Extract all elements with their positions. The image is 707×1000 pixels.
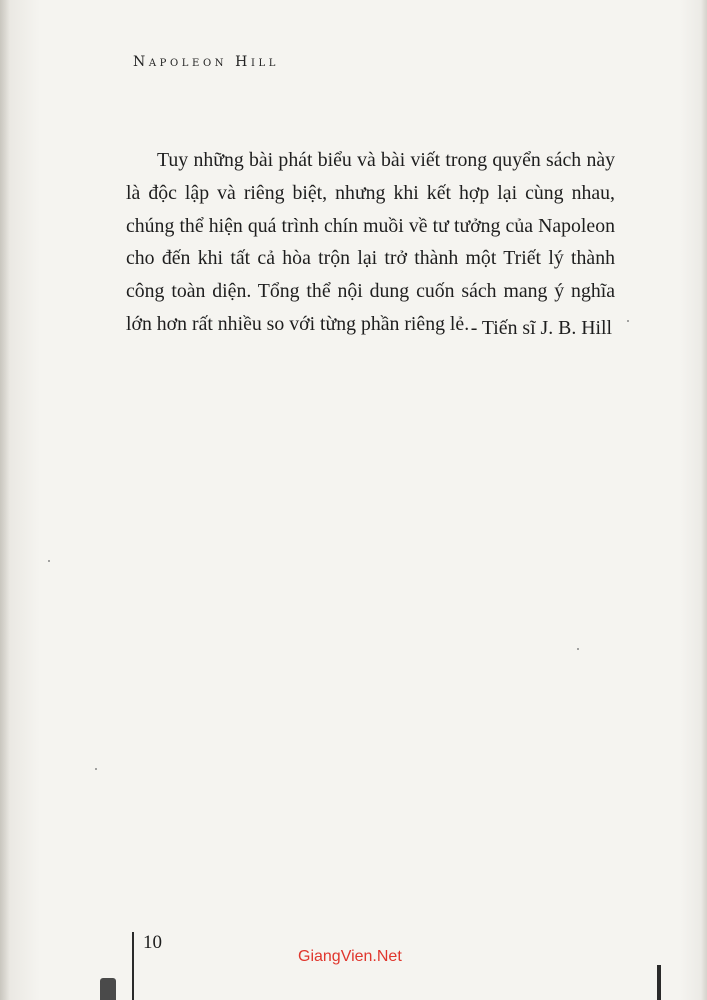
running-head: Napoleon Hill [133,54,279,70]
scan-artifact [100,978,116,1000]
scan-speck [95,768,97,770]
scan-artifact-right [657,965,661,1000]
scan-speck [48,560,50,562]
folio-rule [132,932,134,1000]
attribution: - Tiến sĩ J. B. Hill [470,317,612,339]
scan-speck [627,320,629,322]
watermark-link[interactable]: GiangVien.Net [298,948,402,965]
page-edge-shadow [701,0,707,1000]
scan-speck [577,648,579,650]
body-paragraph: Tuy những bài phát biểu và bài viết trong quyển sách này là độc lập và riêng biệt, nhưng khi kết hợp lại cùng nhau, chúng thể hiện quá trình chín muồi về tư tưởng của Napoleon cho đến khi tất cả hòa trộn lại trở thành một Triết lý thành công toàn diện. Tổng thể nội dung cuốn sách mang ý nghĩa lớn hơn rất nhiều so với từng phần riêng lẻ. [126,149,615,335]
spine-shadow [0,0,10,1000]
page-number: 10 [143,932,162,953]
